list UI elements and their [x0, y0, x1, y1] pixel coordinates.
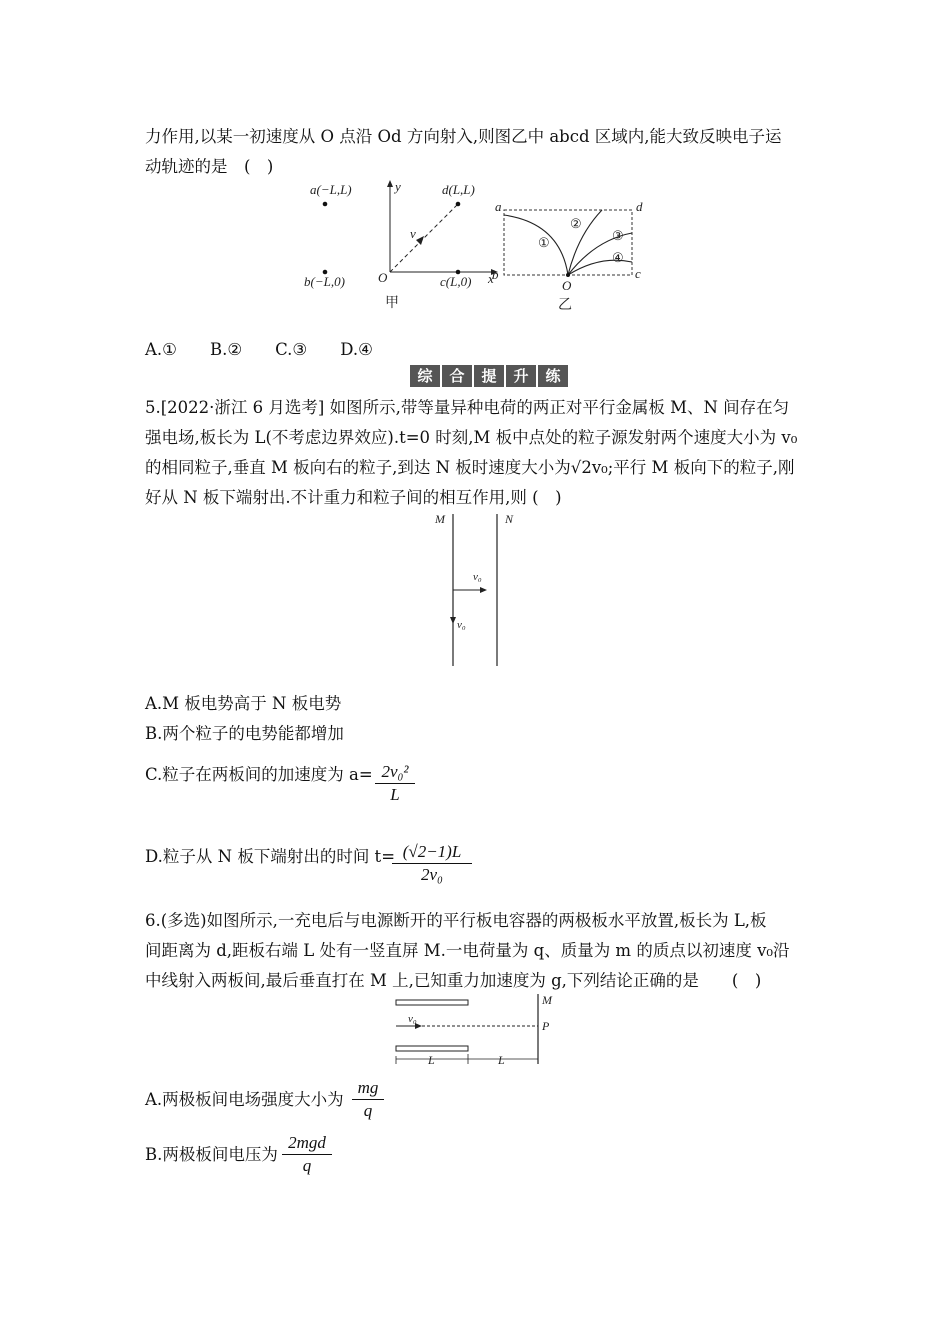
v0-right-label: v₀	[473, 571, 482, 583]
q6-option-b-denominator: q	[302, 1156, 312, 1175]
q6-stem-line-2: 间距离为 d,距板右端 L 处有一竖直屏 M.一电荷量为 q、质量为 m 的质点以初速度 v₀沿	[145, 941, 790, 960]
banner-char-5: 练	[538, 365, 568, 387]
q6-option-a-numerator: mg	[357, 1078, 379, 1097]
banner-char-4: 升	[506, 365, 536, 387]
label-d: d(L,L)	[442, 182, 475, 197]
q5-stem-line-4: 好从 N 板下端射出.不计重力和粒子间的相互作用,则 ( )	[145, 488, 562, 507]
q4-figure-yi	[490, 195, 660, 315]
label-origin: O	[378, 270, 388, 285]
q5-option-d-denominator: 2v₀	[421, 865, 443, 884]
trajectory-2-label: ②	[570, 216, 582, 231]
q5-stem-line-2: 强电场,板长为 L(不考虑边界效应).t=0 时刻,M 板中点处的粒子源发射两个速度大小为 v₀	[145, 428, 798, 447]
trajectory-1-label: ①	[538, 235, 550, 250]
banner-char-1: 综	[410, 365, 440, 387]
q4-stem-line-1: 力作用,以某一初速度从 O 点沿 Od 方向射入,则图乙中 abcd 区域内,能大致反映电子运	[145, 127, 782, 146]
plate-M-label: M	[435, 512, 445, 526]
q5-option-d-fraction	[392, 842, 472, 885]
yi-label-b: b	[492, 267, 499, 282]
q6-stem-line-3: 中线射入两板间,最后垂直打在 M 上,已知重力加速度为 g,下列结论正确的是 ( )	[145, 971, 762, 990]
q5-option-d-prefix: D.粒子从 N 板下端射出的时间 t=	[145, 847, 396, 866]
q5-figure-plates	[425, 508, 525, 670]
q5-option-c-numerator: 2v₀²	[381, 762, 409, 781]
q5-option-c-denominator: L	[390, 785, 400, 804]
q5-option-b: B.两个粒子的电势能都增加	[145, 724, 344, 743]
q5-option-a: A.M 板电势高于 N 板电势	[145, 694, 342, 713]
label-x: x	[488, 271, 494, 286]
q6-option-b-numerator: 2mgd	[288, 1133, 326, 1152]
gap-length-label: L	[498, 1053, 505, 1067]
q5-option-d-numerator: (√2−1)L	[402, 842, 462, 861]
point-P-label: P	[542, 1019, 550, 1033]
plate-length-label: L	[428, 1053, 435, 1067]
q5-option-c-prefix: C.粒子在两板间的加速度为 a=	[145, 765, 373, 784]
q6-stem-line-1: 6.(多选)如图所示,一充电后与电源断开的平行板电容器的两极板水平放置,板长为 L,板	[145, 911, 767, 930]
trajectory-3-label: ③	[612, 228, 624, 243]
label-v: v	[410, 226, 416, 241]
q6-v0-label: v₀	[408, 1013, 417, 1025]
caption-jia: 甲	[385, 296, 399, 311]
q6-option-b-fraction	[282, 1133, 332, 1176]
banner-char-2: 合	[442, 365, 472, 387]
plate-N-label: N	[505, 512, 514, 526]
q6-option-a-denominator: q	[363, 1101, 373, 1120]
yi-label-c: c	[635, 266, 641, 281]
q6-option-a-fraction	[352, 1078, 384, 1121]
q4-options: A.① B.② C.③ D.④	[145, 340, 373, 359]
section-banner	[410, 365, 568, 387]
label-a: a(−L,L)	[310, 182, 352, 197]
v0-down-label: v₀	[457, 619, 466, 631]
label-b: b(−L,0)	[304, 274, 345, 289]
point-d	[456, 202, 461, 207]
caption-yi: 乙	[558, 298, 572, 313]
trajectory-4-label: ④	[612, 250, 624, 265]
screen-M-label: M	[542, 993, 552, 1007]
q6-figure-capacitor	[390, 992, 565, 1070]
q5-stem-line-3: 的相同粒子,垂直 M 板向右的粒子,到达 N 板时速度大小为√2v₀;平行 M 板向下的粒子,刚	[145, 458, 795, 477]
point-a	[323, 202, 328, 207]
yi-label-a: a	[495, 199, 502, 214]
yi-label-d: d	[636, 199, 643, 214]
q5-stem-line-1: 5.[2022·浙江 6 月选考] 如图所示,带等量异种电荷的两正对平行金属板 M、N 间存在匀	[145, 398, 790, 417]
yi-label-O: O	[562, 278, 572, 293]
q4-stem-line-2: 动轨迹的是 ( )	[145, 157, 274, 176]
banner-char-3: 提	[474, 365, 504, 387]
q4-figure-jia	[300, 178, 510, 313]
q5-option-c-fraction	[375, 762, 415, 805]
label-c: c(L,0)	[440, 274, 472, 289]
q6-option-b-prefix: B.两极板间电压为	[145, 1145, 278, 1164]
q6-option-a-prefix: A.两极板间电场强度大小为	[145, 1090, 344, 1109]
label-y: y	[395, 179, 401, 194]
